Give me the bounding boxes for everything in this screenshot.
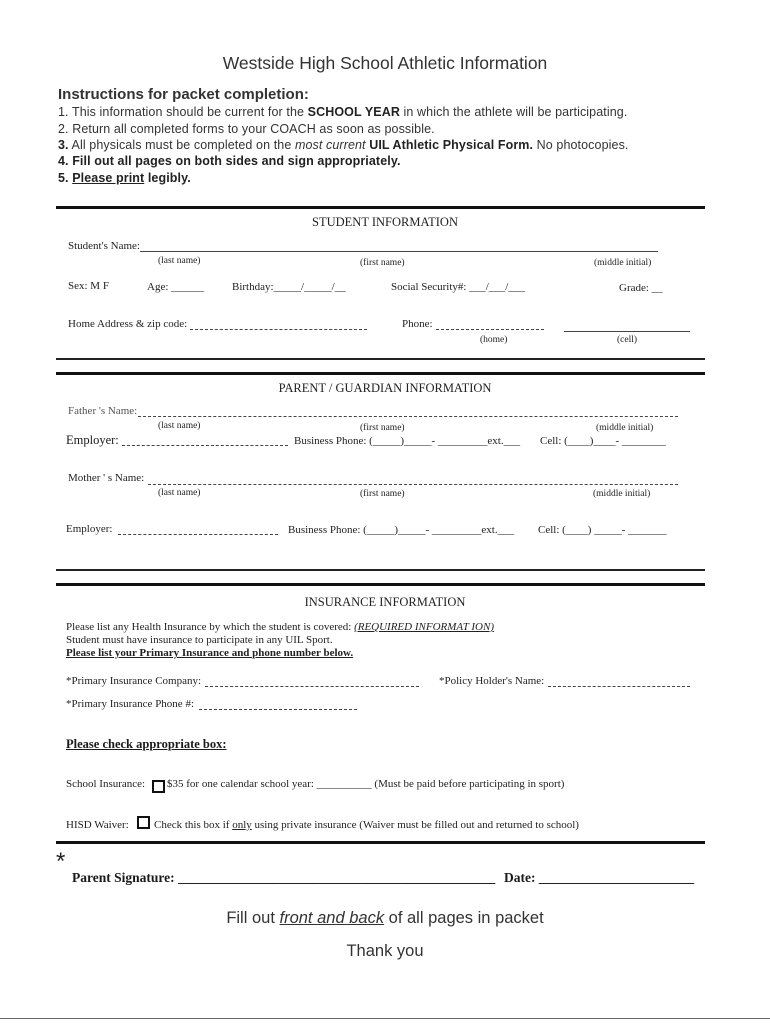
check-box-heading: Please check appropriate box: — [66, 737, 227, 751]
hisd-waiver-checkbox[interactable] — [137, 816, 150, 829]
footer-note: Fill out front and back of all pages in packet — [226, 909, 544, 927]
home-address-field[interactable] — [190, 329, 367, 330]
section-divider — [56, 569, 705, 571]
middle-initial-caption: (middle initial) — [593, 489, 651, 499]
grade-field[interactable]: Grade: __ — [619, 282, 663, 294]
mother-employer-label: Employer: — [66, 523, 113, 535]
section-divider — [56, 372, 705, 375]
father-cell-field[interactable]: Cell: (____)____- ________ — [540, 435, 666, 447]
parent-section-heading: PARENT / GUARDIAN INFORMATION — [278, 381, 492, 395]
school-insurance-text: $35 for one calendar school year: __________ (Must be paid before participating in sport) — [167, 778, 565, 790]
first-name-caption: (first name) — [360, 258, 405, 268]
section-divider — [56, 841, 705, 844]
sex-field[interactable]: Sex: M F — [68, 280, 109, 292]
thank-you-text: Thank you — [346, 942, 424, 960]
insurance-instruction-1: Please list any Health Insurance by which the student is covered: (REQUIRED INFORMAT ION) — [66, 621, 494, 633]
primary-insurance-company-label: *Primary Insurance Company: — [66, 675, 202, 687]
insurance-section-heading: INSURANCE INFORMATION — [304, 595, 466, 609]
middle-initial-caption: (middle initial) — [594, 258, 652, 268]
mother-name-label: Mother ' s Name: — [68, 472, 145, 484]
section-divider — [56, 206, 705, 209]
student-name-field[interactable] — [140, 251, 658, 252]
insurance-instruction-3: Please list your Primary Insurance and phone number below. — [66, 647, 354, 659]
father-employer-field[interactable] — [122, 445, 288, 446]
instruction-5: 5. Please print legibly. — [58, 171, 191, 185]
mother-name-field[interactable] — [148, 484, 678, 485]
instruction-2: 2. Return all completed forms to your COACH as soon as possible. — [58, 122, 435, 136]
school-insurance-checkbox[interactable] — [152, 780, 165, 793]
birthday-field[interactable]: Birthday:_____/_____/__ — [232, 281, 346, 293]
instruction-1: 1. This information should be current for the SCHOOL YEAR in which the athlete will be participating. — [58, 105, 628, 119]
middle-initial-caption: (middle initial) — [596, 423, 654, 433]
primary-insurance-phone-label: *Primary Insurance Phone #: — [66, 698, 194, 710]
first-name-caption: (first name) — [360, 489, 405, 499]
home-address-label: Home Address & zip code: — [68, 318, 188, 330]
policy-holder-field[interactable] — [548, 686, 690, 687]
phone-label: Phone: — [402, 318, 433, 330]
last-name-caption: (last name) — [158, 488, 201, 498]
insurance-instruction-2: Student must have insurance to participate in any UIL Sport. — [66, 634, 333, 646]
policy-holder-label: *Policy Holder's Name: — [439, 675, 545, 687]
primary-insurance-phone-field[interactable] — [199, 709, 357, 710]
parent-signature-field[interactable]: Parent Signature: _______________________________________________ — [72, 870, 496, 885]
student-name-label: Student's Name: — [68, 240, 140, 252]
father-employer-label: Employer: — [66, 433, 119, 447]
mother-cell-field[interactable]: Cell: (____) _____- _______ — [538, 524, 667, 536]
cell-caption: (cell) — [617, 335, 638, 345]
last-name-caption: (last name) — [158, 421, 201, 431]
date-field[interactable]: Date: _______________________ — [504, 870, 695, 885]
primary-insurance-company-field[interactable] — [205, 686, 419, 687]
school-insurance-label: School Insurance: — [66, 778, 146, 790]
section-divider — [56, 583, 705, 586]
student-section-heading: STUDENT INFORMATION — [312, 215, 458, 229]
instruction-4: 4. Fill out all pages on both sides and sign appropriately. — [58, 154, 401, 168]
cell-phone-field[interactable] — [564, 331, 690, 332]
last-name-caption: (last name) — [158, 256, 201, 266]
section-divider — [56, 358, 705, 360]
instruction-3: 3. All physicals must be completed on the most current UIL Athletic Physical Form. No photocopies. — [58, 138, 629, 152]
ssn-field[interactable]: Social Security#: ___/___/___ — [391, 281, 525, 293]
page-title: Westside High School Athletic Information — [222, 53, 548, 73]
first-name-caption: (first name) — [360, 423, 405, 433]
father-business-phone-field[interactable]: Business Phone: (_____)_____- _________ext.___ — [294, 435, 521, 447]
father-name-label: Father 's Name: — [68, 405, 138, 417]
home-phone-field[interactable] — [436, 329, 544, 330]
hisd-waiver-label: HISD Waiver: — [66, 819, 129, 831]
page-bottom-edge — [0, 1018, 770, 1019]
age-field[interactable]: Age: ______ — [147, 281, 205, 293]
hisd-waiver-text: Check this box if only using private insurance (Waiver must be filled out and returned to school) — [154, 819, 579, 831]
home-caption: (home) — [480, 335, 508, 345]
mother-business-phone-field[interactable]: Business Phone: (_____)_____- _________ext.___ — [288, 524, 515, 536]
asterisk-mark: * — [56, 848, 66, 875]
instructions-heading: Instructions for packet completion: — [58, 86, 309, 103]
father-name-field[interactable] — [138, 416, 678, 417]
mother-employer-field[interactable] — [118, 534, 278, 535]
